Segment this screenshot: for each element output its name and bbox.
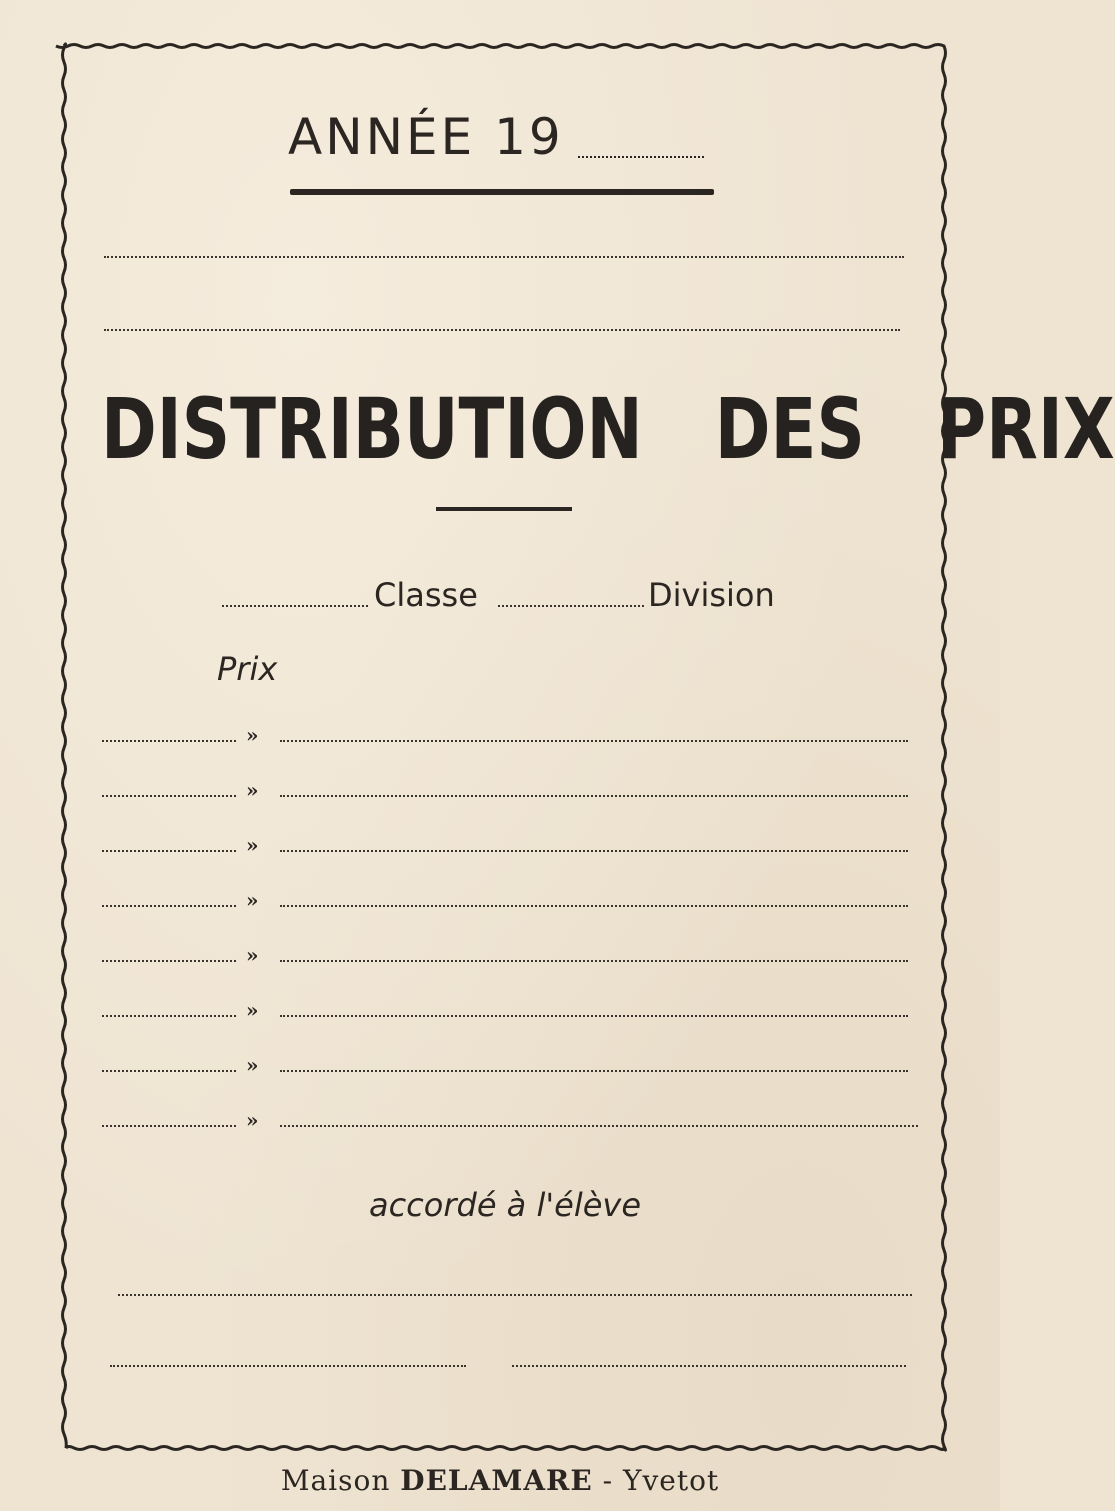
prize-row-4-right-line	[280, 905, 908, 907]
prize-row-2-right-line	[280, 795, 908, 797]
division-fill-in-line	[498, 605, 644, 607]
imprint-brand: DELAMARE	[400, 1464, 593, 1497]
prize-row-3-right-line	[280, 850, 908, 852]
blank-line-1	[104, 256, 904, 258]
prize-row-3-ditto-mark: »	[246, 833, 259, 857]
year-label: ANNÉE 19	[288, 108, 564, 166]
title-word-prix: PRIX	[936, 380, 1115, 478]
prize-row-6-left-line	[102, 1015, 236, 1017]
prize-row-6-right-line	[280, 1015, 908, 1017]
prize-row-3-left-line	[102, 850, 236, 852]
prize-row-5-ditto-mark: »	[246, 943, 259, 967]
prize-row-8-left-line	[102, 1125, 236, 1127]
prix-label: Prix	[217, 650, 278, 688]
student-name-line-1	[118, 1294, 912, 1296]
title-word-des: DES	[714, 380, 865, 478]
page-title	[101, 380, 1115, 478]
prize-row-8-ditto-mark: »	[246, 1108, 259, 1132]
awarded-to-label: accordé à l'élève	[368, 1186, 642, 1224]
imprint-prefix: Maison	[280, 1464, 391, 1497]
student-name-line-2a	[110, 1365, 466, 1367]
imprint-town: Yvetot	[622, 1464, 720, 1497]
classe-fill-in-line	[222, 605, 368, 607]
prize-row-4-left-line	[102, 905, 236, 907]
classe-label: Classe	[374, 576, 478, 614]
prize-row-1-ditto-mark: »	[246, 723, 259, 747]
prize-row-1-left-line	[102, 740, 236, 742]
division-label: Division	[648, 576, 775, 614]
prize-row-7-ditto-mark: »	[246, 1053, 259, 1077]
title-word-distribution: DISTRIBUTION	[101, 380, 643, 478]
prize-row-1-right-line	[280, 740, 908, 742]
prize-row-6-ditto-mark: »	[246, 998, 259, 1022]
student-name-line-2b	[512, 1365, 906, 1367]
year-fill-in-line	[578, 156, 704, 158]
blank-line-2	[104, 329, 900, 331]
prize-row-2-ditto-mark: »	[246, 778, 259, 802]
prize-row-2-left-line	[102, 795, 236, 797]
header-rule	[290, 189, 714, 195]
prize-row-7-right-line	[280, 1070, 908, 1072]
prize-row-4-ditto-mark: »	[246, 888, 259, 912]
imprint-separator: -	[602, 1464, 614, 1497]
printer-imprint	[0, 1464, 1000, 1497]
prize-row-7-left-line	[102, 1070, 236, 1072]
prize-row-5-left-line	[102, 960, 236, 962]
prize-row-5-right-line	[280, 960, 908, 962]
prize-row-8-right-line	[280, 1125, 918, 1127]
title-rule	[436, 507, 572, 511]
